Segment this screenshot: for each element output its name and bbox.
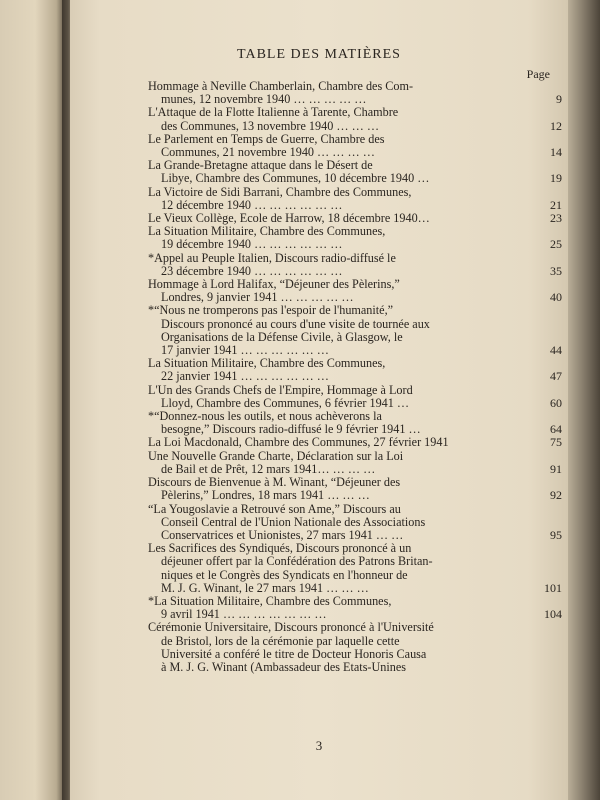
toc-entry-continuation-line: 19 décembre 1940 … … … … … …: [161, 238, 343, 252]
toc-entry-title-line: Les Sacrifices des Syndiqués, Discours prononcé à un: [148, 542, 412, 556]
book-page: [70, 0, 568, 800]
toc-entry-continuation-line: Organisations de la Défense Civile, à Glasgow, le: [161, 330, 403, 344]
toc-entry-title-line: La Grande-Bretagne attaque dans le Désert de: [148, 159, 373, 173]
toc-entry-continuation-line: Libye, Chambre des Communes, 10 décembre 1940 …: [161, 172, 430, 186]
page-column-label: Page: [526, 67, 550, 81]
toc-entry-page-number: 40: [550, 290, 562, 305]
toc-entry-continuation-line: Conservatrices et Unionistes, 27 mars 1941 … …: [161, 528, 404, 542]
toc-entry-continuation-line: 22 janvier 1941 … … … … … …: [161, 370, 329, 384]
toc-entry-continuation-line: de Bristol, lors de la cérémonie par laquelle cette: [161, 634, 400, 648]
toc-entry-continuation-line: Discours prononcé au cours d'une visite de tournée aux: [161, 317, 430, 331]
toc-entry-continuation-line: besogne,” Discours radio-diffusé le 9 février 1941 …: [161, 423, 421, 437]
toc-entry-title-line: *“Nous ne tromperons pas l'espoir de l'humanité,”: [148, 304, 394, 318]
toc-entry-title-line: Hommage à Lord Halifax, “Déjeuner des Pèlerins,”: [148, 278, 400, 292]
toc-entry-page-number: 101: [544, 580, 562, 595]
toc-entry-page-number: 21: [550, 197, 562, 212]
toc-entry: [148, 211, 562, 226]
toc-entry-continuation-line: niques et le Congrès des Syndicats en l'honneur de: [161, 568, 408, 582]
toc-entry-continuation-line: 23 décembre 1940 … … … … … …: [161, 264, 343, 278]
toc-entry: [148, 185, 562, 212]
toc-entry: [148, 159, 562, 186]
toc-entry-page-number: 9: [556, 92, 562, 107]
toc-entry-title-line: “La Yougoslavie a Retrouvé son Ame,” Discours au: [148, 502, 401, 516]
toc-entry-page-number: 95: [550, 527, 562, 542]
toc-entry-page-number: 19: [550, 171, 562, 186]
toc-entry-title-line: Hommage à Neville Chamberlain, Chambre des Com-: [148, 80, 414, 93]
toc-entry-title-line: La Situation Militaire, Chambre des Communes,: [148, 357, 386, 371]
toc-entry-title-line: L'Attaque de la Flotte Italienne à Tarente, Chambre: [148, 106, 399, 120]
toc-entry-title-line: L'Un des Grands Chefs de l'Empire, Hommage à Lord: [148, 383, 413, 397]
toc-entry: [148, 106, 562, 133]
toc-entry-page-number: 12: [550, 118, 562, 133]
toc-entry-continuation-line: M. J. G. Winant, le 27 mars 1941 … … …: [161, 581, 369, 595]
toc-entry: [148, 383, 562, 410]
page-heading: TABLE DES MATIÈRES: [237, 47, 401, 62]
toc-entry-continuation-line: des Communes, 13 novembre 1940 … … …: [161, 119, 380, 133]
toc-entry-continuation-line: Londres, 9 janvier 1941 … … … … …: [161, 291, 354, 305]
toc-entry-page-number: 92: [550, 488, 562, 503]
toc-entry: [148, 594, 562, 622]
toc-entry-page-number: 25: [550, 237, 562, 252]
toc-entry-continuation-line: déjeuner offert par la Confédération des Patrons Britan-: [161, 555, 433, 569]
toc-entry: [148, 435, 562, 450]
toc-entry-page-number: 47: [550, 369, 562, 384]
page-stack-edge: [568, 0, 600, 800]
toc-entry-continuation-line: Conseil Central de l'Union Nationale des Associations: [161, 515, 426, 529]
toc-entry: [148, 278, 562, 305]
toc-entry-title-line: Cérémonie Universitaire, Discours prononcé à l'Université: [148, 621, 434, 635]
toc-entry: [148, 304, 562, 358]
toc-entry: [148, 476, 562, 503]
toc-entry-title-line: La Situation Militaire, Chambre des Communes,: [148, 225, 386, 239]
toc-entry-title-line: Discours de Bienvenue à M. Winant, “Déjeuner des: [148, 476, 401, 490]
facing-page-edge: [0, 0, 64, 800]
toc-entry-page-number: 91: [550, 461, 562, 476]
toc-entry: [148, 80, 562, 107]
toc-entry-page-number: 14: [550, 145, 562, 160]
folio-number: 3: [315, 738, 323, 753]
toc-entry-continuation-line: Communes, 21 novembre 1940 … … … …: [161, 146, 375, 160]
toc-entry-page-number: 104: [544, 607, 562, 622]
toc-entry-title-line: La Loi Macdonald, Chambre des Communes, 27 février 1941: [148, 436, 449, 450]
toc-entry: [148, 251, 562, 278]
toc-entry-continuation-line: Pèlerins,” Londres, 18 mars 1941 … … …: [161, 489, 370, 503]
toc-entry-continuation-line: munes, 12 novembre 1940 … … … … …: [161, 93, 367, 107]
toc-entry-title-line: Le Vieux Collège, Ecole de Harrow, 18 décembre 1940…: [148, 212, 430, 226]
toc-entry-page-number: 35: [550, 263, 562, 278]
toc-entry-page-number: 64: [550, 422, 562, 437]
toc-entry-continuation-line: Université a conféré le titre de Docteur Honoris Causa: [161, 647, 427, 661]
toc-entry-page-number: 75: [550, 435, 562, 450]
toc-entry-title-line: *“Donnez-nous les outils, et nous achèverons la: [148, 410, 382, 424]
toc-entry: [148, 502, 562, 543]
toc-entry-continuation-line: 9 avril 1941 … … … … … … …: [161, 608, 327, 622]
toc-entry: [148, 132, 562, 160]
toc-entry: [148, 410, 562, 437]
toc-entry-continuation-line: Lloyd, Chambre des Communes, 6 février 1941 …: [161, 396, 410, 410]
toc-entry-title-line: *La Situation Militaire, Chambre des Communes,: [148, 594, 392, 608]
toc-entry-page-number: 44: [550, 343, 562, 358]
table-of-contents: [148, 80, 562, 674]
toc-entry-continuation-line: 17 janvier 1941 … … … … … …: [161, 344, 329, 358]
toc-entry-page-number: 60: [550, 395, 562, 410]
toc-entry-page-number: 23: [550, 211, 562, 226]
toc-entry: [148, 621, 520, 674]
toc-entry: [148, 449, 562, 476]
toc-entry-title-line: *Appel au Peuple Italien, Discours radio-diffusé le: [148, 251, 396, 265]
toc-entry-continuation-line: à M. J. G. Winant (Ambassadeur des Etats-Unines: [161, 660, 407, 674]
toc-entry-continuation-line: de Bail et de Prêt, 12 mars 1941… … … …: [161, 462, 376, 476]
toc-entry-title-line: Une Nouvelle Grande Charte, Déclaration sur la Loi: [148, 449, 404, 463]
toc-entry: [148, 225, 562, 252]
toc-entry-title-line: Le Parlement en Temps de Guerre, Chambre des: [148, 132, 385, 146]
toc-entry: [148, 542, 562, 595]
toc-entry-continuation-line: 12 décembre 1940 … … … … … …: [161, 198, 343, 212]
toc-entry: [148, 357, 562, 384]
toc-entry-title-line: La Victoire de Sidi Barrani, Chambre des Communes,: [148, 185, 412, 199]
